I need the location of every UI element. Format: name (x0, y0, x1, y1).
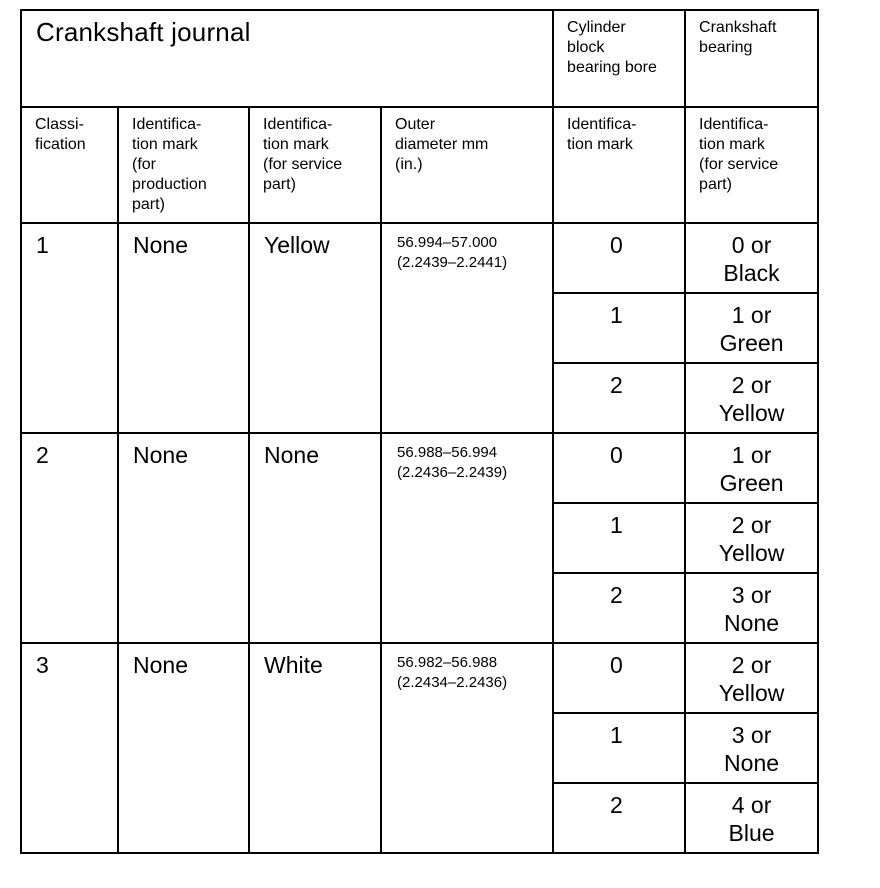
table-row (21, 223, 818, 293)
bearing-id-value (686, 714, 817, 777)
bearing-id-value (686, 644, 817, 707)
classification-cell (21, 223, 118, 433)
bore-id-cell (553, 223, 685, 293)
outer-diameter-value (382, 434, 552, 483)
id-production-value: None (133, 442, 188, 468)
bore-id-value: 0 (610, 652, 623, 678)
bearing-color: Black (723, 260, 780, 286)
outer-diameter-header-cell (381, 107, 553, 223)
bore-id-value: 1 (610, 302, 623, 328)
bore-id-cell (553, 363, 685, 433)
outer-diameter-cell (381, 643, 553, 853)
bearing-color: Yellow (718, 540, 785, 566)
classification-header-cell (21, 107, 118, 223)
bearing-id-cell (685, 293, 818, 363)
classification-value: 3 (36, 652, 49, 678)
bearing-number: 2 or (731, 512, 772, 538)
bearing-id-cell (685, 503, 818, 573)
bore-id-cell (553, 713, 685, 783)
bearing-number: 0 or (731, 232, 772, 258)
classification-cell (21, 433, 118, 643)
bearing-id-cell (685, 643, 818, 713)
classification-value: 2 (36, 442, 49, 468)
classification-value: 1 (36, 232, 49, 258)
bore-id-cell (553, 573, 685, 643)
bore-id-value: 2 (610, 792, 623, 818)
id-service-cell (249, 643, 381, 853)
outer-diameter-value (382, 224, 552, 273)
diameter-mm: 56.988–56.994 (397, 444, 498, 461)
id-service-header-cell (249, 107, 381, 223)
crankshaft-bearing-title: Crankshaft bearing (699, 19, 777, 56)
bearing-id-value (686, 574, 817, 637)
bore-id-cell (553, 433, 685, 503)
bore-id-value: 1 (610, 722, 623, 748)
bore-id-cell (553, 783, 685, 853)
id-production-cell (118, 223, 249, 433)
bearing-id-value (686, 364, 817, 427)
bore-id-value: 0 (610, 232, 623, 258)
id-service-value: Yellow (264, 232, 330, 258)
classification-header: Classi- fication (35, 116, 86, 153)
bore-id-value: 0 (610, 442, 623, 468)
bearing-color: None (724, 610, 780, 636)
outer-diameter-value (382, 644, 552, 693)
diameter-in: (2.2436–2.2439) (397, 464, 508, 481)
bearing-color: Green (719, 470, 784, 496)
bearing-id-cell (685, 363, 818, 433)
diameter-mm: 56.994–57.000 (397, 234, 498, 251)
bore-id-cell (553, 643, 685, 713)
diameter-in: (2.2439–2.2441) (397, 254, 508, 271)
outer-diameter-cell (381, 433, 553, 643)
bearing-id-cell (685, 713, 818, 783)
id-service-value: None (264, 442, 319, 468)
id-production-value: None (133, 232, 188, 258)
bearing-color: None (724, 750, 780, 776)
crankshaft-journal-title: Crankshaft journal (36, 17, 251, 47)
bearing-id-cell (685, 223, 818, 293)
bearing-number: 3 or (731, 722, 772, 748)
bearing-color: Yellow (718, 680, 785, 706)
id-production-value: None (133, 652, 188, 678)
bearing-number: 1 or (731, 442, 772, 468)
cylinder-block-header (553, 10, 685, 107)
column-header-row (21, 107, 818, 223)
bearing-number: 2 or (731, 372, 772, 398)
crankshaft-bearing-header (685, 10, 818, 107)
bearing-id-header: Identifica- tion mark (for service part) (699, 116, 779, 193)
bore-id-header: Identifica- tion mark (567, 116, 637, 153)
bearing-color: Yellow (718, 400, 785, 426)
bearing-id-value (686, 224, 817, 287)
classification-cell (21, 643, 118, 853)
bearing-id-value (686, 784, 817, 847)
bore-id-cell (553, 293, 685, 363)
bore-id-cell (553, 503, 685, 573)
bearing-number: 4 or (731, 792, 772, 818)
bearing-id-header-cell (685, 107, 818, 223)
id-service-cell (249, 223, 381, 433)
bearing-id-value (686, 294, 817, 357)
id-service-value: White (264, 652, 323, 678)
diameter-in: (2.2434–2.2436) (397, 674, 508, 691)
table-row (21, 433, 818, 503)
diameter-mm: 56.982–56.988 (397, 654, 498, 671)
id-service-header: Identifica- tion mark (for service part) (263, 116, 343, 193)
id-production-header-cell (118, 107, 249, 223)
id-service-cell (249, 433, 381, 643)
outer-diameter-header: Outer diameter mm (in.) (395, 116, 489, 173)
id-production-cell (118, 433, 249, 643)
bore-id-header-cell (553, 107, 685, 223)
bearing-id-cell (685, 433, 818, 503)
id-production-cell (118, 643, 249, 853)
bore-id-value: 1 (610, 512, 623, 538)
bearing-id-cell (685, 783, 818, 853)
table-row (21, 643, 818, 713)
group-header-row (21, 10, 818, 107)
bearing-id-value (686, 434, 817, 497)
cylinder-block-title: Cylinder block bearing bore (567, 19, 657, 76)
bore-id-value: 2 (610, 582, 623, 608)
bearing-number: 3 or (731, 582, 772, 608)
bore-id-value: 2 (610, 372, 623, 398)
outer-diameter-cell (381, 223, 553, 433)
id-production-header: Identifica- tion mark (for production part) (132, 116, 207, 213)
bearing-color: Green (719, 330, 784, 356)
bearing-id-value (686, 504, 817, 567)
bearing-number: 1 or (731, 302, 772, 328)
bearing-number: 2 or (731, 652, 772, 678)
crankshaft-spec-table (20, 9, 819, 854)
bearing-id-cell (685, 573, 818, 643)
bearing-color: Blue (728, 820, 775, 846)
crankshaft-journal-header (21, 10, 553, 107)
